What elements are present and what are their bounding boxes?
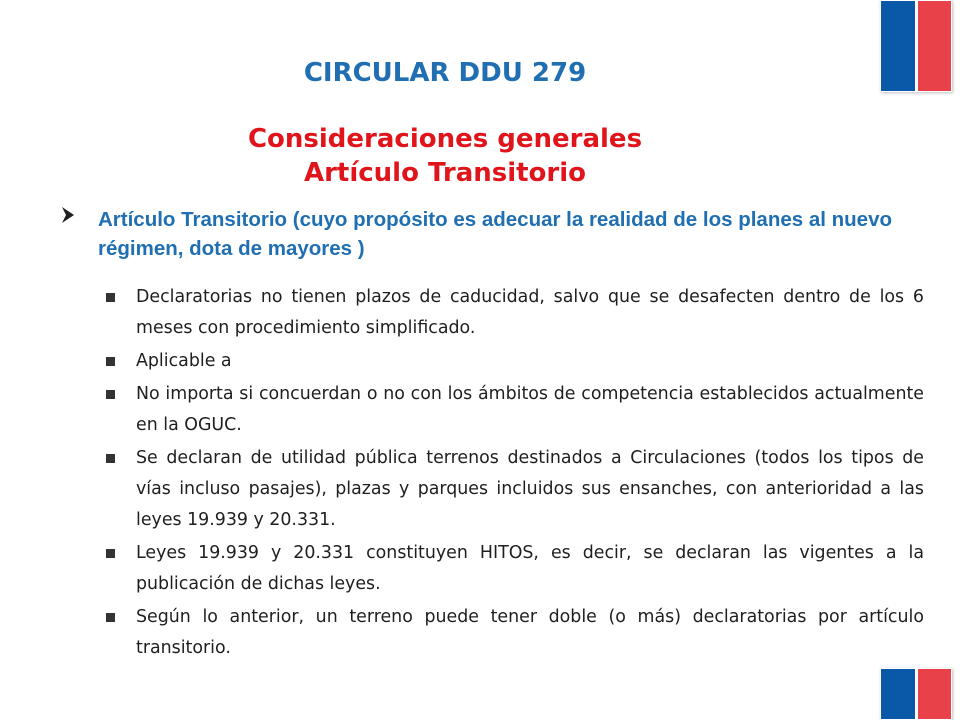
square-bullet-icon [106, 454, 115, 463]
arrow-bullet-icon [60, 205, 98, 234]
flag-blue-stripe [880, 668, 917, 720]
slide-subtitle [0, 122, 890, 190]
subtitle-line-1: Consideraciones generales [247, 124, 643, 154]
list-item [106, 282, 924, 344]
bullet-text: Aplicable a [136, 351, 232, 371]
slide-title: CIRCULAR DDU 279 [303, 58, 587, 88]
bullet-text: Declaratorias no tienen plazos de caducidad, salvo que se desafecten dentro de los 6 meses con procedimiento simplificado. [136, 287, 924, 338]
flag-stripe-bottom [880, 668, 952, 720]
list-item [106, 538, 924, 600]
flag-red-stripe [917, 668, 953, 720]
level1-bullet [60, 205, 930, 263]
square-bullet-icon [106, 357, 115, 366]
bullet-text: Se declaran de utilidad pública terrenos destinados a Circulaciones (todos los tipos de vías incluso pasajes), plazas y parques incluidos sus ensanches, con anterioridad a las leyes 19.939 y 20.331. [136, 448, 924, 530]
flag-red-stripe [917, 0, 953, 92]
bullet-text: Leyes 19.939 y 20.331 constituyen HITOS, es decir, se declaran las vigentes a la publicación de dichas leyes. [136, 543, 924, 594]
bullet-text: No importa si concuerdan o no con los ámbitos de competencia establecidos actualmente en la OGUC. [136, 384, 924, 435]
square-bullet-icon [106, 293, 115, 302]
square-bullet-icon [106, 390, 115, 399]
list-item [106, 346, 924, 377]
list-item [106, 379, 924, 441]
list-item [106, 443, 924, 536]
square-bullet-icon [106, 613, 115, 622]
square-bullet-icon [106, 549, 115, 558]
level1-bullet-text: Artículo Transitorio (cuyo propósito es adecuar la realidad de los planes al nuevo régimen, dota de mayores ) [98, 208, 893, 260]
bullet-list [106, 282, 924, 666]
bullet-text: Según lo anterior, un terreno puede tener doble (o más) declaratorias por artículo transitorio. [136, 607, 924, 658]
subtitle-line-2: Artículo Transitorio [303, 158, 587, 188]
list-item [106, 602, 924, 664]
flag-stripe-top [880, 0, 952, 92]
